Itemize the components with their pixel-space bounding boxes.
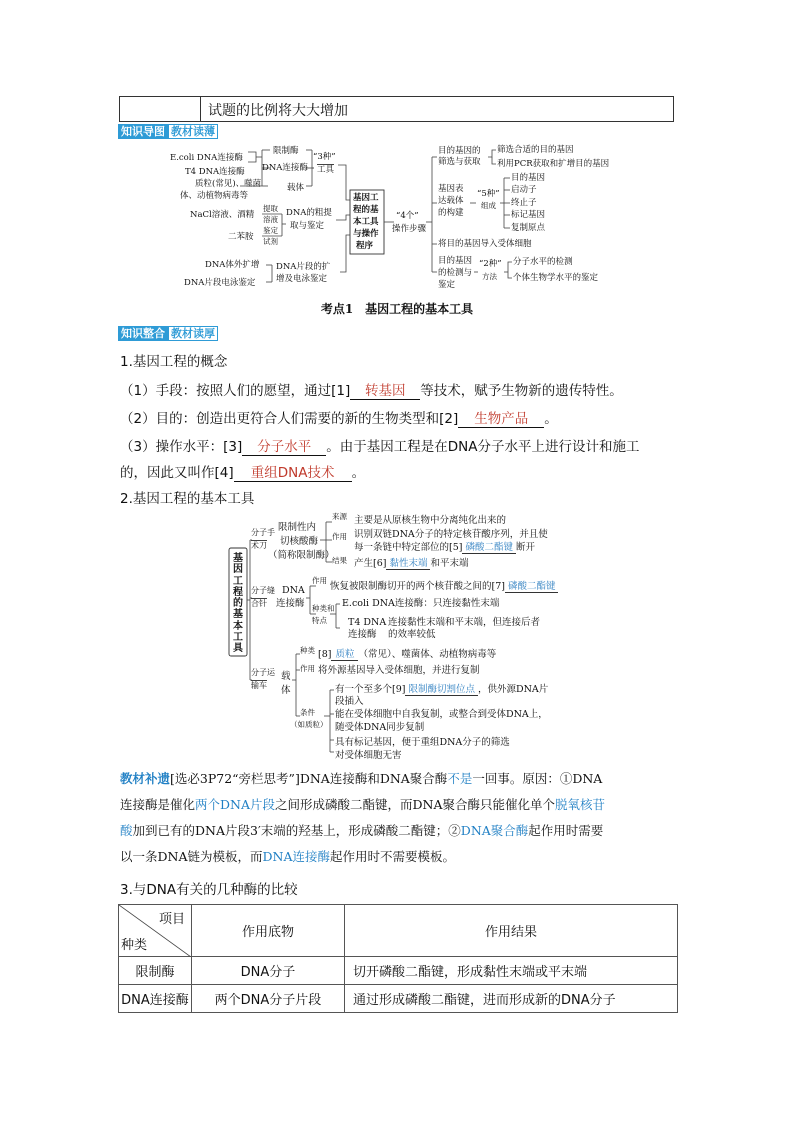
step2-item4: 标记基因 xyxy=(511,210,546,220)
four-steps-sub: 操作步骤 xyxy=(392,224,427,234)
step4-item1: 分子水平的检测 xyxy=(513,257,573,267)
source-text: 主要是从原核生物中分离纯化出来的 xyxy=(354,515,507,526)
extract-label-1: 提取 xyxy=(263,204,278,213)
lig-func-text xyxy=(330,582,558,592)
func-text-2-post: 断开 xyxy=(515,542,535,553)
table-cell: DNA连接酶 xyxy=(119,985,192,1013)
root-char: 具 xyxy=(233,643,243,655)
lig-kind-label-2: 特点 xyxy=(312,616,327,625)
needle-label-2: 合针 xyxy=(251,599,267,608)
corner-top-label: 项目 xyxy=(158,912,185,927)
three-tools-sub: 工具 xyxy=(317,165,335,175)
table-row xyxy=(119,985,678,1013)
root-char: 工 xyxy=(233,575,243,587)
extract-label-3: 鉴定 xyxy=(263,226,278,235)
t4-ligase-label: T4 DNA连接酶 xyxy=(185,167,245,177)
table-corner-cell xyxy=(119,905,192,957)
scissors-label-1: 分子手 xyxy=(251,528,275,537)
supplement-highlight: 脱氧核苷 xyxy=(555,797,606,812)
step2-line3: 的构建 xyxy=(438,208,464,218)
ligase-line1: DNA xyxy=(282,585,305,596)
step1-item2: 利用PCR获取和扩增目的基因 xyxy=(497,159,610,169)
step2-item1: 目的基因 xyxy=(511,173,546,183)
needle-label-1: 分子缝 xyxy=(251,586,275,595)
concept-line4-post: 。 xyxy=(351,465,366,481)
center-line3: 本工具 xyxy=(353,217,379,227)
blank-3: 分子水平 xyxy=(242,435,326,456)
ecoli-ligase-label: E.coli DNA连接酶 xyxy=(170,153,243,163)
step1-line2: 筛选与获取 xyxy=(438,157,481,167)
tool-dna-ligase: DNA连接酶 xyxy=(262,163,308,173)
cond-1 xyxy=(335,685,548,695)
cond-1b: 段插入 xyxy=(335,696,364,707)
blank-2: 生物产品 xyxy=(458,407,544,428)
enzyme-line3: （简称限制酶） xyxy=(268,550,335,561)
result-post: 和平末端 xyxy=(430,558,469,569)
step4-line1: 目的基因 xyxy=(438,256,473,266)
cond-label-1: 条件 xyxy=(300,708,315,717)
step2-item5: 复制原点 xyxy=(511,223,546,233)
blank-1: 转基因 xyxy=(350,379,420,400)
enzyme-line1: 限制性内 xyxy=(278,522,317,533)
cond-1-pre: 有一个至多个[9] xyxy=(335,684,406,695)
extract-label-2: 溶液 xyxy=(263,215,278,224)
step4-line3: 鉴定 xyxy=(438,280,456,290)
enzyme-compare-table xyxy=(118,904,678,1013)
tag-part-b: 教材读薄 xyxy=(168,124,218,139)
source-label: 来源 xyxy=(332,512,347,521)
func-text-2-pre: 每一条链中特定部位的[5] xyxy=(354,542,463,553)
step2-label: “5种” xyxy=(477,189,500,199)
tools-heading: 2.基因工程的基本工具 xyxy=(120,491,255,507)
blank-6: 黏性末端 xyxy=(386,558,430,570)
step4-label: “2种” xyxy=(479,259,502,269)
electrophoresis-label: DNA片段电泳鉴定 xyxy=(184,278,256,288)
center-line5: 程序 xyxy=(356,241,374,251)
root-char: 因 xyxy=(233,564,243,576)
tag-part-b: 教材读厚 xyxy=(168,326,218,341)
dna-extract-line2: 取与鉴定 xyxy=(290,221,325,231)
lig-kind-2a-1: T4 DNA xyxy=(348,617,387,628)
root-char: 本 xyxy=(233,620,243,632)
vector-types-line1: 质粒(常见)、噬菌 xyxy=(195,179,262,189)
supplement-highlight: 两个DNA片段 xyxy=(195,797,276,812)
lig-kind-label-1: 种类和 xyxy=(312,604,335,613)
compare-heading: 3.与DNA有关的几种酶的比较 xyxy=(120,882,298,898)
ligase-line2: 连接酶 xyxy=(276,598,305,609)
func-label: 作用 xyxy=(332,532,347,541)
step2-label-sub: 组成 xyxy=(481,201,496,210)
table-header: 作用结果 xyxy=(345,905,678,957)
vector-line1: 载 xyxy=(281,671,291,682)
result-pre: 产生[6] xyxy=(354,558,387,569)
table-cell: DNA分子 xyxy=(192,957,345,985)
cond-3: 具有标记基因，便于重组DNA分子的筛选 xyxy=(335,737,510,748)
vec-func-label: 作用 xyxy=(300,664,315,673)
supplement-note xyxy=(120,766,680,870)
root-char: 程 xyxy=(233,586,243,598)
root-char: 基 xyxy=(233,609,243,621)
supplement-text: 加到已有的DNA片段3′末端的羟基上，形成磷酸二酯键；② xyxy=(132,823,461,838)
supplement-text: 之间形成磷酸二酯键，而DNA聚合酶只能催化单个 xyxy=(275,797,556,812)
blank-5: 磷酸二酯键 xyxy=(462,542,516,554)
table-header-row xyxy=(119,905,678,957)
supplement-ref: [选必3P72“旁栏思考”] xyxy=(170,771,300,786)
enzyme-line2: 切核酸酶 xyxy=(280,536,319,547)
three-tools-label: “3种” xyxy=(313,152,336,162)
vec-kind-post: （常见）、噬菌体、动植物病毒等 xyxy=(358,649,497,660)
cond-2a: 能在受体细胞中自我复制，或整合到受体DNA上， xyxy=(335,709,548,720)
step2-item2: 启动子 xyxy=(511,185,537,195)
blank-9: 限制酶切割位点 xyxy=(405,684,478,696)
pcr-box-line2: 增及电泳鉴定 xyxy=(276,274,328,284)
step2-item3: 终止子 xyxy=(511,198,537,208)
corner-bottom-label: 种类 xyxy=(121,938,148,953)
supplement-label: 教材补遗 xyxy=(120,771,171,786)
lig-func-label: 作用 xyxy=(312,576,327,585)
dna-amplify-label: DNA体外扩增 xyxy=(205,260,260,270)
section-title: 考点1 基因工程的基本工具 xyxy=(320,302,474,316)
concept-heading: 1.基因工程的概念 xyxy=(120,354,228,370)
cond-4: 对受体细胞无害 xyxy=(335,750,402,761)
center-line2: 程的基 xyxy=(353,205,379,215)
cond-2b: 随受体DNA同步复制 xyxy=(335,722,425,733)
supplement-highlight: DNA连接酶 xyxy=(262,849,330,864)
lig-kind-2a-2: 连接酶 xyxy=(348,629,377,640)
table-cell: 限制酶 xyxy=(119,957,192,985)
concept-line3-post: 。由于基因工程是在DNA分子水平上进行设计和施工 xyxy=(326,439,640,455)
vec-kind-pre: [8] xyxy=(318,649,332,660)
root-char: 基 xyxy=(233,553,243,564)
tag-part-a: 知识导图 xyxy=(118,124,168,139)
blank-4: 重组DNA技术 xyxy=(234,461,352,482)
tool-restriction-enzyme: 限制酶 xyxy=(273,146,299,156)
pcr-box-line1: DNA片段的扩 xyxy=(276,262,331,272)
concept-line2-pre: （2）目的：创造出更符合人们需要的新的生物类型和[2] xyxy=(120,411,459,427)
root-char: 的 xyxy=(233,598,243,610)
table-cell: 通过形成磷酸二酯键，进而形成新的DNA分子 xyxy=(345,985,678,1013)
dna-extract-line1: DNA的粗提 xyxy=(286,208,332,218)
lig-func-pre: 恢复被限制酶切开的两个核苷酸之间的[7] xyxy=(330,581,505,592)
supplement-text: 起作用时不需要模板。 xyxy=(330,849,456,864)
lig-kind-2b-1: 连接黏性末端和平末端，但连接后者 xyxy=(388,617,541,628)
cond-label-2: （如质粒） xyxy=(290,720,328,729)
step4-line2: 的检测与 xyxy=(438,268,473,278)
supplement-text: 以一条DNA链为模板，而 xyxy=(120,849,263,864)
blank-8: 质粒 xyxy=(331,649,358,661)
step1-item1: 筛选合适的目的基因 xyxy=(497,145,574,155)
func-text-1: 识别双链DNA分子的特定核苷酸序列，并且使 xyxy=(354,529,548,540)
concept-line1-pre: （1）手段：按照人们的愿望，通过[1] xyxy=(120,383,351,399)
blank-7: 磷酸二酯键 xyxy=(505,581,559,593)
func-text-2 xyxy=(354,543,535,553)
vector-types-line2: 体、动植物病毒等 xyxy=(180,191,249,201)
table-cell: 两个DNA分子片段 xyxy=(192,985,345,1013)
table-row xyxy=(119,957,678,985)
step1-line1: 目的基因的 xyxy=(438,146,481,156)
step3-text: 将目的基因导入受体细胞 xyxy=(438,239,532,249)
result-text xyxy=(354,559,469,569)
center-line4: 与操作 xyxy=(353,229,379,239)
supplement-highlight: 不是 xyxy=(447,771,473,786)
tools-root-label xyxy=(232,553,244,655)
top-row-text: 试题的比例将大大增加 xyxy=(208,103,348,119)
supplement-text: DNA连接酶和DNA聚合酶 xyxy=(299,771,448,786)
table-cell: 切开磷酸二酯键，形成黏性末端或平末端 xyxy=(345,957,678,985)
supplement-text: 起作用时需要 xyxy=(528,823,604,838)
root-char: 工 xyxy=(233,632,243,644)
step2-line1: 基因表 xyxy=(438,184,464,194)
supplement-text: 连接酶是催化 xyxy=(120,797,196,812)
four-steps-label: “4个” xyxy=(396,211,419,221)
concept-line2-post: 。 xyxy=(544,411,558,427)
step4-item2: 个体生物学水平的鉴定 xyxy=(513,273,599,283)
concept-line1-post: 等技术，赋予生物新的遗传特性。 xyxy=(420,383,623,399)
table-header: 作用底物 xyxy=(192,905,345,957)
concept-line4-pre: 的，因此又叫作[4] xyxy=(120,465,234,481)
lig-kind-1: E.coli DNA连接酶：只连接黏性末端 xyxy=(342,598,500,609)
cond-1-post: ，供外源DNA片 xyxy=(477,684,549,695)
result-label: 结果 xyxy=(332,556,347,565)
carrier-label-1: 分子运 xyxy=(251,668,275,677)
center-line1: 基因工 xyxy=(353,193,379,203)
supplement-highlight: DNA聚合酶 xyxy=(460,823,529,838)
tag-part-a: 知识整合 xyxy=(118,326,168,341)
carrier-label-2: 输车 xyxy=(251,681,267,690)
tool-vector: 载体 xyxy=(287,183,305,193)
vec-kind-text xyxy=(318,650,496,660)
vec-kind-label: 种类 xyxy=(300,646,315,655)
step2-line2: 达载体 xyxy=(438,196,464,206)
supplement-text: 一回事。原因：①DNA xyxy=(472,771,603,786)
vec-func-text: 将外源基因导入受体细胞，并进行复制 xyxy=(318,665,480,676)
supplement-highlight: 酸 xyxy=(120,823,133,838)
vector-line2: 体 xyxy=(281,685,291,696)
scissors-label-2: 术刀 xyxy=(251,541,267,550)
extract-label-4: 试剂 xyxy=(263,237,278,246)
step4-label-sub: 方法 xyxy=(482,272,497,281)
lig-kind-2b-2: 的效率较低 xyxy=(388,629,436,640)
diphenylamine-label: 二苯胺 xyxy=(228,232,254,242)
concept-line3-pre: （3）操作水平：[3] xyxy=(120,439,243,455)
nacl-alcohol-label: NaCl溶液、酒精 xyxy=(190,210,255,220)
